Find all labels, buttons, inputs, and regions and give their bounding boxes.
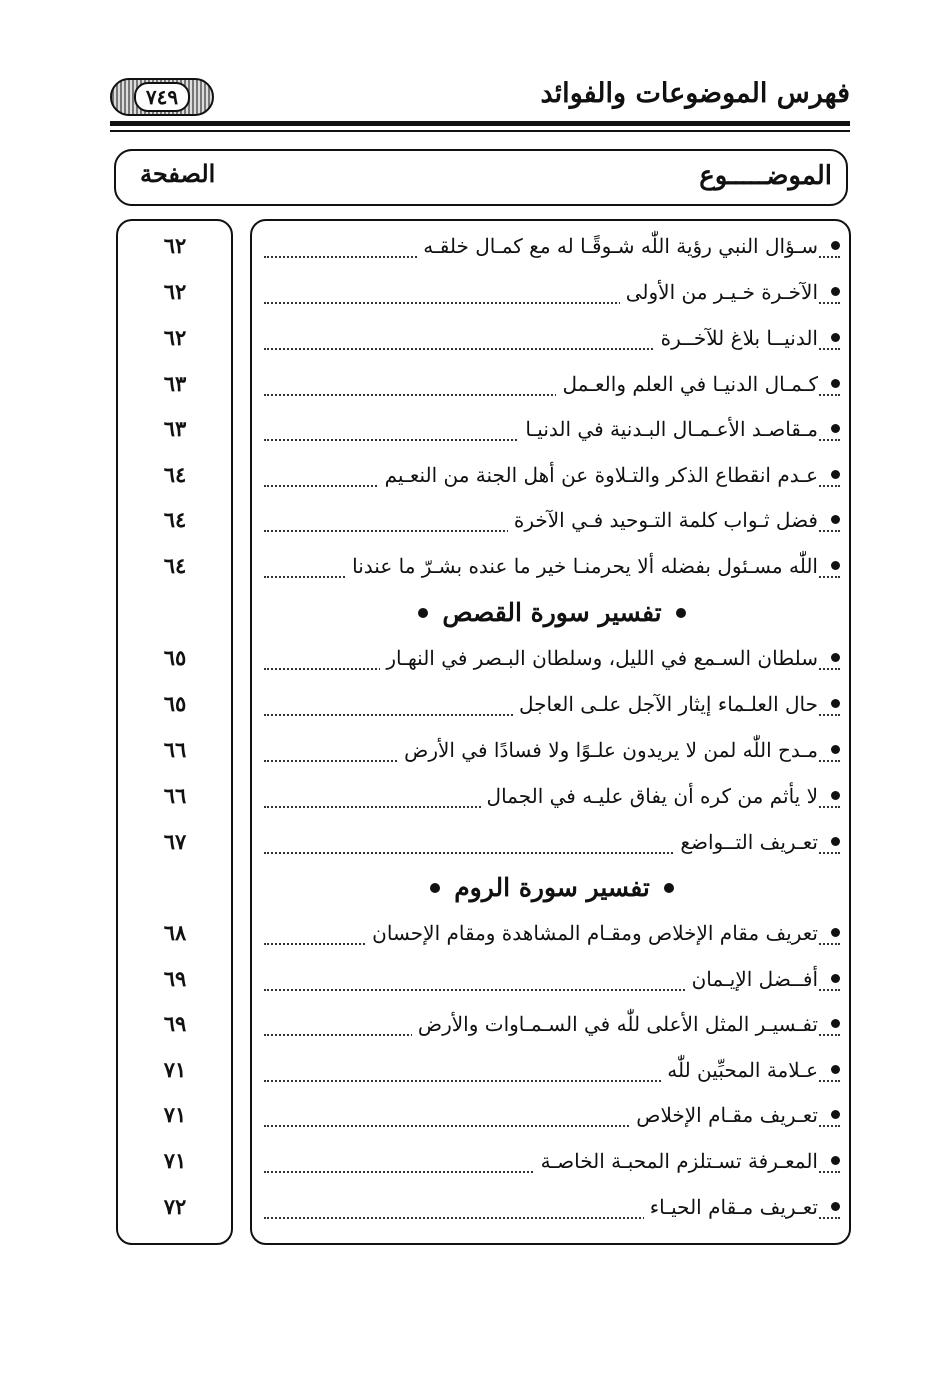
entry-page-number: ٦٣ [163, 371, 187, 396]
bullet-icon [831, 1110, 840, 1119]
entry-title: الآخـرة خـيـر من الأولى [620, 272, 818, 312]
section-title: تفسير سورة الروم [454, 873, 650, 902]
entry-page-number: ٦٥ [163, 645, 187, 670]
bullet-icon [831, 379, 840, 388]
column-page-label: الصفحة [140, 159, 216, 188]
bullet-icon [831, 1156, 840, 1165]
index-entry [264, 546, 840, 586]
entry-title: أفــضل الإيـمان [686, 959, 818, 999]
index-entry [264, 1187, 840, 1227]
entry-title: فضل ثـواب كلمة التـوحيد فـي الآخرة [508, 500, 818, 540]
index-entry [264, 1095, 840, 1135]
entry-page-number: ٦٦ [163, 737, 187, 762]
header-rule-thick [110, 121, 850, 126]
entry-page-number: ٧٢ [163, 1194, 187, 1219]
entry-page-number: ٦٤ [163, 553, 187, 578]
bullet-icon [664, 883, 674, 893]
entry-title: المعـرفة تسـتلزم المحبـة الخاصـة [535, 1141, 818, 1181]
index-entry [264, 638, 840, 678]
entry-title: لا يأثم من كره أن يفاق عليـه في الجمال [481, 776, 818, 816]
entry-title: الدنيــا بلاغ للآخــرة [655, 318, 818, 358]
bullet-icon [831, 241, 840, 250]
entry-page-number: ٧١ [163, 1148, 187, 1173]
entry-page-number: ٦٦ [163, 783, 187, 808]
index-entry [264, 364, 840, 404]
entry-page-number: ٦٨ [163, 920, 187, 945]
bullet-icon [831, 745, 840, 754]
entry-title: تعـريف مقـام الإخلاص [630, 1095, 818, 1135]
entry-title: عـلامة المحبِّين للّٰه [661, 1050, 818, 1090]
entry-title: تعريف مقام الإخلاص ومقـام المشاهدة ومقام الإحسان [366, 913, 818, 953]
bullet-icon [676, 608, 686, 618]
section-heading [264, 867, 840, 909]
entry-page-number: ٦٢ [163, 325, 187, 350]
entry-title: اللّٰه مسـئول بفضله ألا يحرمنـا خير ما عنده بشـرّ ما عندنا [346, 546, 818, 586]
index-entry [264, 455, 840, 495]
page-header [110, 72, 850, 122]
index-entry [264, 272, 840, 312]
entry-page-number: ٧١ [163, 1102, 187, 1127]
header-rule-thin [110, 130, 850, 132]
entry-title: تعـريف التــواضع [674, 822, 818, 862]
entry-title: مـدح اللّٰه لمن لا يريدون علـوًا ولا فسادًا في الأرض [398, 730, 818, 770]
entry-page-number: ٦٢ [163, 279, 187, 304]
bullet-icon [831, 333, 840, 342]
entry-title: عـدم انقطاع الذكر والتـلاوة عن أهل الجنة من النعـيم [379, 455, 818, 495]
page-number-badge [110, 78, 214, 116]
bullet-icon [831, 974, 840, 983]
bullet-icon [831, 699, 840, 708]
index-entry [264, 1050, 840, 1090]
entry-page-number: ٦٣ [163, 416, 187, 441]
index-entry [264, 318, 840, 358]
entry-title: حال العلـماء إيثار الآجل علـى العاجل [513, 684, 818, 724]
index-entry [264, 1141, 840, 1181]
bullet-icon [831, 1202, 840, 1211]
bullet-icon [831, 424, 840, 433]
section-title: تفسير سورة القصص [442, 598, 662, 627]
entry-title: سلطان السـمع في الليل، وسلطان البـصر في النهـار [380, 638, 818, 678]
bullet-icon [831, 470, 840, 479]
bullet-icon [418, 608, 428, 618]
page-number: ٧٤٩ [134, 82, 190, 112]
bullet-icon [831, 1065, 840, 1074]
entry-title: سـؤال النبي رؤية اللّٰه شـوقًـا له مع كمـال خلقـه [417, 226, 818, 266]
entry-page-number: ٦٤ [163, 507, 187, 532]
bullet-icon [831, 837, 840, 846]
index-entry [264, 913, 840, 953]
index-entry [264, 1004, 840, 1044]
index-entry [264, 226, 840, 266]
bullet-icon [430, 883, 440, 893]
index-entry [264, 822, 840, 862]
index-entry [264, 730, 840, 770]
entry-page-number: ٦٧ [163, 829, 187, 854]
index-entry [264, 500, 840, 540]
entry-page-number: ٦٤ [163, 462, 187, 487]
index-entry [264, 409, 840, 449]
column-header [114, 149, 848, 206]
entry-page-number: ٦٢ [163, 233, 187, 258]
entry-title: تفـسيـر المثل الأعلى للّٰه في السـمـاوات والأرض [412, 1004, 818, 1044]
bullet-icon [831, 928, 840, 937]
bullet-icon [831, 287, 840, 296]
entry-page-number: ٦٥ [163, 691, 187, 716]
entry-title: مـقاصـد الأعـمـال البـدنية في الدنيـا [519, 409, 818, 449]
index-entry [264, 684, 840, 724]
section-heading [264, 592, 840, 634]
bullet-icon [831, 561, 840, 570]
column-topic-label: الموضـــــوع [699, 161, 832, 191]
header-title: فهرس الموضوعات والفوائد [540, 78, 850, 109]
entry-page-number: ٦٩ [163, 966, 187, 991]
entry-title: كـمـال الدنيـا في العلم والعـمل [556, 364, 818, 404]
bullet-icon [831, 791, 840, 800]
index-entry [264, 959, 840, 999]
entry-title: تعـريف مـقام الحيـاء [644, 1187, 818, 1227]
entry-page-number: ٧١ [163, 1057, 187, 1082]
bullet-icon [831, 515, 840, 524]
bullet-icon [831, 1019, 840, 1028]
entry-page-number: ٦٩ [163, 1011, 187, 1036]
bullet-icon [831, 653, 840, 662]
index-entry [264, 776, 840, 816]
